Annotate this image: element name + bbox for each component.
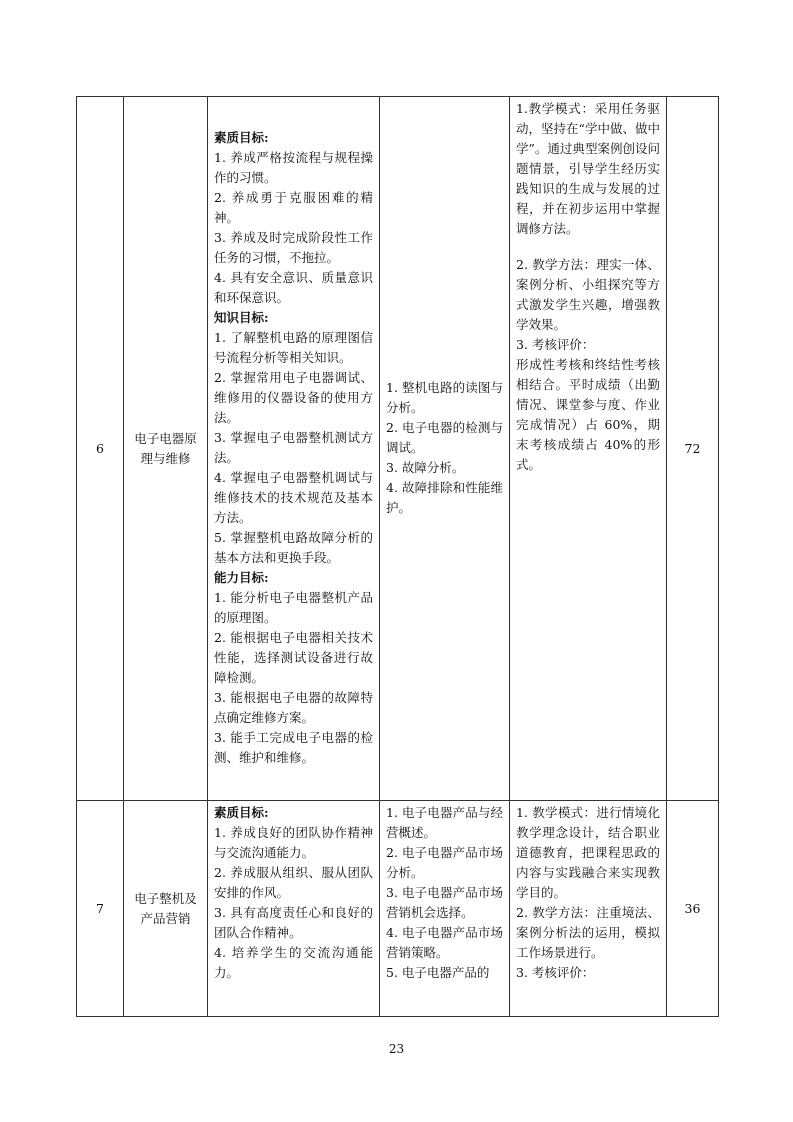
teaching-item: 1. 教学模式：进行情境化教学理念设计，结合职业道德教育，把课程思政的内容与实践融合来实现教学目的。 <box>516 805 660 900</box>
course-number: 7 <box>77 801 124 1017</box>
course-teaching <box>510 97 667 801</box>
goal-item: 2. 养成服从组织、服从团队安排的作风。 <box>214 865 373 900</box>
teaching-item: 形成性考核和终结性考核相结合。平时成绩（出勤情况、课堂参与度、作业完成情况）占 60%，期末考核成绩占 40%的形式。 <box>516 357 660 472</box>
course-name-line: 电子电器原 <box>134 430 197 446</box>
goal-item: 1. 养成良好的团队协作精神与交流沟通能力。 <box>214 825 373 860</box>
content-item: 2. 电子电器产品市场分析。 <box>386 845 503 880</box>
goal-item: 5. 掌握整机电路故障分析的基本方法和更换手段。 <box>214 529 373 565</box>
goal-heading: 能力目标: <box>214 569 269 585</box>
course-goals <box>208 801 380 1017</box>
goal-item: 1. 了解整机电路的原理图信号流程分析等相关知识。 <box>214 329 373 365</box>
page-number: 23 <box>388 1042 405 1056</box>
course-teaching <box>510 801 667 1017</box>
course-goals <box>208 97 380 801</box>
content-item: 1. 电子电器产品与经营概述。 <box>386 805 503 840</box>
teaching-item: 2. 教学方法：注重境法、案例分析法的运用，模拟工作场景进行。 <box>516 905 660 960</box>
course-name <box>124 97 208 801</box>
goal-item: 4. 具有安全意识、质量意识和环保意识。 <box>214 269 373 305</box>
course-table <box>76 96 719 1017</box>
course-hours: 36 <box>667 801 719 1017</box>
course-hours: 72 <box>667 97 719 801</box>
goal-item: 3. 掌握电子电器整机测试方法。 <box>214 429 373 465</box>
goal-heading: 素质目标: <box>214 129 269 145</box>
goal-item: 3. 能根据电子电器的故障特点确定维修方案。 <box>214 689 373 725</box>
course-name-line: 电子整机及 <box>134 890 197 906</box>
course-number: 6 <box>77 97 124 801</box>
goal-item: 2. 养成勇于克服困难的精神。 <box>214 189 373 225</box>
content-item: 3. 故障分析。 <box>386 459 465 475</box>
goal-item: 3. 具有高度责任心和良好的团队合作精神。 <box>214 905 373 940</box>
teaching-item: 3. 考核评价： <box>516 337 595 352</box>
goal-heading: 素质目标: <box>214 805 269 820</box>
teaching-item: 3. 考核评价： <box>516 965 595 980</box>
content-item: 5. 电子电器产品的 <box>386 965 490 980</box>
teaching-item: 2. 教学方法：理实一体、案例分析、小组探究等方式激发学生兴趣，增强教学效果。 <box>516 257 660 332</box>
content-item: 1. 整机电路的读图与分析。 <box>386 379 503 415</box>
content-item: 2. 电子电器的检测与调试。 <box>386 419 503 455</box>
goal-item: 4. 掌握电子电器整机调试与维修技术的技术规范及基本方法。 <box>214 469 373 525</box>
course-content <box>380 97 510 801</box>
goal-item: 1. 能分析电子电器整机产品的原理图。 <box>214 589 373 625</box>
content-item: 4. 电子电器产品市场营销策略。 <box>386 925 503 960</box>
content-item: 3. 电子电器产品市场营销机会选择。 <box>386 885 503 920</box>
table-row <box>77 801 719 1017</box>
course-name-line: 产品营销 <box>140 910 191 926</box>
teaching-spacer <box>516 239 660 255</box>
goal-heading: 知识目标: <box>214 309 269 325</box>
course-name-line: 理与维修 <box>140 450 191 466</box>
goal-item: 2. 掌握常用电子电器调试、维修用的仪器设备的使用方法。 <box>214 369 373 425</box>
goal-item: 3. 能手工完成电子电器的检测、维护和维修。 <box>214 729 373 765</box>
course-name <box>124 801 208 1017</box>
teaching-item: 1.教学模式：采用任务驱动，坚持在“学中做、做中学”。通过典型案例创设问题情景，引导学生经历实践知识的生成与发展的过程，并在初步运用中掌握调修方法。 <box>516 101 660 236</box>
course-content <box>380 801 510 1017</box>
content-item: 4. 故障排除和性能维护。 <box>386 479 503 515</box>
goal-item: 3. 养成及时完成阶段性工作任务的习惯，不拖拉。 <box>214 229 373 265</box>
goal-item: 2. 能根据电子电器相关技术性能，选择测试设备进行故障检测。 <box>214 629 373 685</box>
goal-item: 4. 培养学生的交流沟通能力。 <box>214 945 373 980</box>
table-row <box>77 97 719 801</box>
goal-item: 1. 养成严格按流程与规程操作的习惯。 <box>214 149 373 185</box>
